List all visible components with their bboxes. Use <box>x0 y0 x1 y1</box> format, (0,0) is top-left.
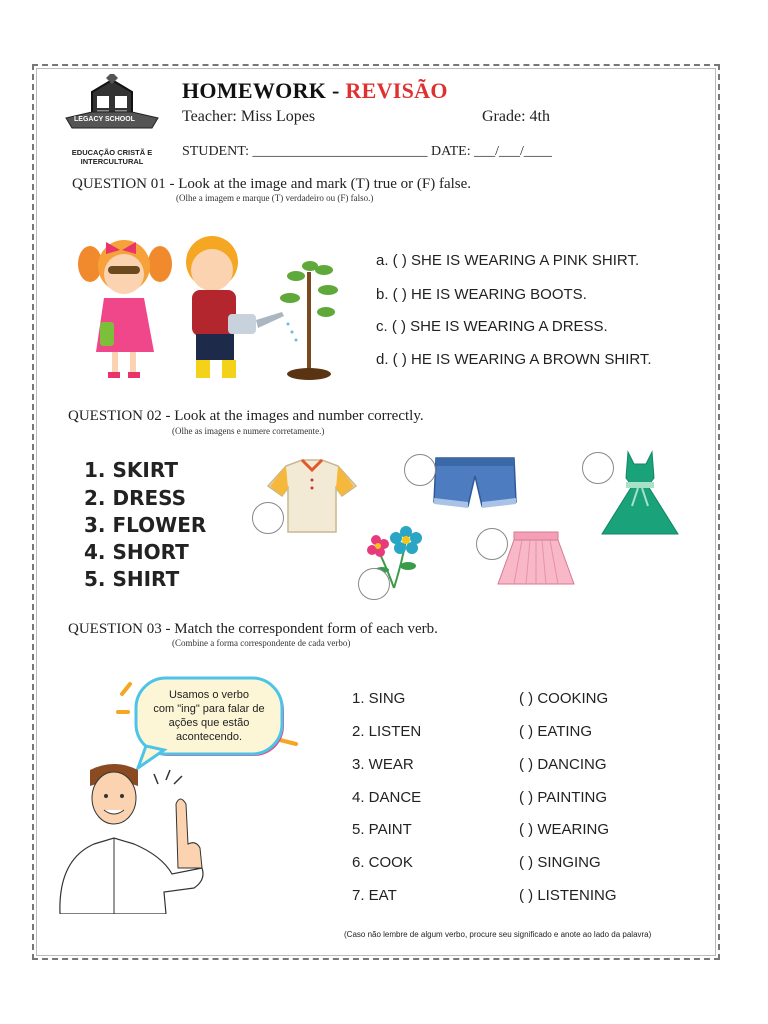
kids-illustration <box>76 232 348 384</box>
verb-2: 2. LISTEN <box>352 723 422 740</box>
ing-form-5: ( ) WEARING <box>519 821 609 838</box>
q2-item-3: 3. FLOWER <box>84 513 207 537</box>
shorts-answer-circle[interactable] <box>404 454 436 486</box>
school-logo <box>62 74 162 146</box>
teacher-line: Teacher: Miss Lopes <box>182 108 316 125</box>
speech-bubble-text <box>136 688 282 744</box>
student-date-line: STUDENT: _________________________ DATE: ___/___/____ <box>182 144 552 159</box>
q1-item-d: d. ( ) HE IS WEARING A BROWN SHIRT. <box>376 351 652 368</box>
q1-item-b: b. ( ) HE IS WEARING BOOTS. <box>376 286 587 303</box>
page-title <box>182 78 448 104</box>
flower-answer-circle[interactable] <box>358 568 390 600</box>
shirt-answer-circle[interactable] <box>252 502 284 534</box>
dress-answer-circle[interactable] <box>582 452 614 484</box>
title-revisao: REVISÃO <box>345 78 448 103</box>
q1-item-c: c. ( ) SHE IS WEARING A DRESS. <box>376 318 608 335</box>
shorts-image <box>432 454 518 512</box>
q2-title: QUESTION 02 - Look at the images and number correctly. <box>68 408 424 424</box>
title-homework: HOMEWORK - <box>182 78 346 103</box>
bubble-line-1: Usamos o verbo <box>168 689 250 701</box>
teacher-illustration <box>54 764 210 914</box>
school-caption <box>60 148 164 166</box>
q3-subtitle: (Combine a forma correspondente de cada verbo) <box>172 638 351 648</box>
q2-subtitle: (Olhe as imagens e numere corretamente.) <box>172 426 325 436</box>
verb-7: 7. EAT <box>352 887 397 904</box>
verb-3: 3. WEAR <box>352 756 414 773</box>
q2-item-5: 5. SHIRT <box>84 567 180 591</box>
skirt-image <box>496 530 576 588</box>
q1-title: QUESTION 01 - Look at the image and mark (T) true or (F) false. <box>72 176 472 192</box>
ing-form-4: ( ) PAINTING <box>519 789 608 806</box>
q1-subtitle: (Olhe a imagem e marque (T) verdadeiro ou (F) falso.) <box>176 193 374 203</box>
verb-4: 4. DANCE <box>352 789 422 806</box>
q2-item-1: 1. SKIRT <box>84 458 178 482</box>
bubble-line-4: acontecendo. <box>175 731 243 743</box>
q1-item-a: a. ( ) SHE IS WEARING A PINK SHIRT. <box>376 252 640 269</box>
bubble-line-3: ações que estão <box>168 717 250 729</box>
q3-title: QUESTION 03 - Match the correspondent form of each verb. <box>68 621 438 637</box>
q2-item-4: 4. SHORT <box>84 540 189 564</box>
grade-line: Grade: 4th <box>482 108 550 125</box>
ing-form-2: ( ) EATING <box>519 723 593 740</box>
school-caption-line1: EDUCAÇÃO CRISTÃ E <box>71 148 153 157</box>
ing-form-3: ( ) DANCING <box>519 756 607 773</box>
skirt-answer-circle[interactable] <box>476 528 508 560</box>
logo-text: LEGACY SCHOOL <box>74 116 135 123</box>
footer-note: (Caso não lembre de algum verbo, procure seu significado e anote ao lado da palavra) <box>344 930 652 939</box>
verb-6: 6. COOK <box>352 854 413 871</box>
verb-5: 5. PAINT <box>352 821 412 838</box>
ing-form-1: ( ) COOKING <box>519 690 609 707</box>
bubble-line-2: com "ing" para falar de <box>153 703 265 715</box>
ing-form-7: ( ) LISTENING <box>519 887 617 904</box>
school-caption-line2: INTERCULTURAL <box>80 157 144 166</box>
q2-item-2: 2. DRESS <box>84 486 187 510</box>
ing-form-6: ( ) SINGING <box>519 854 601 871</box>
verb-1: 1. SING <box>352 690 406 707</box>
